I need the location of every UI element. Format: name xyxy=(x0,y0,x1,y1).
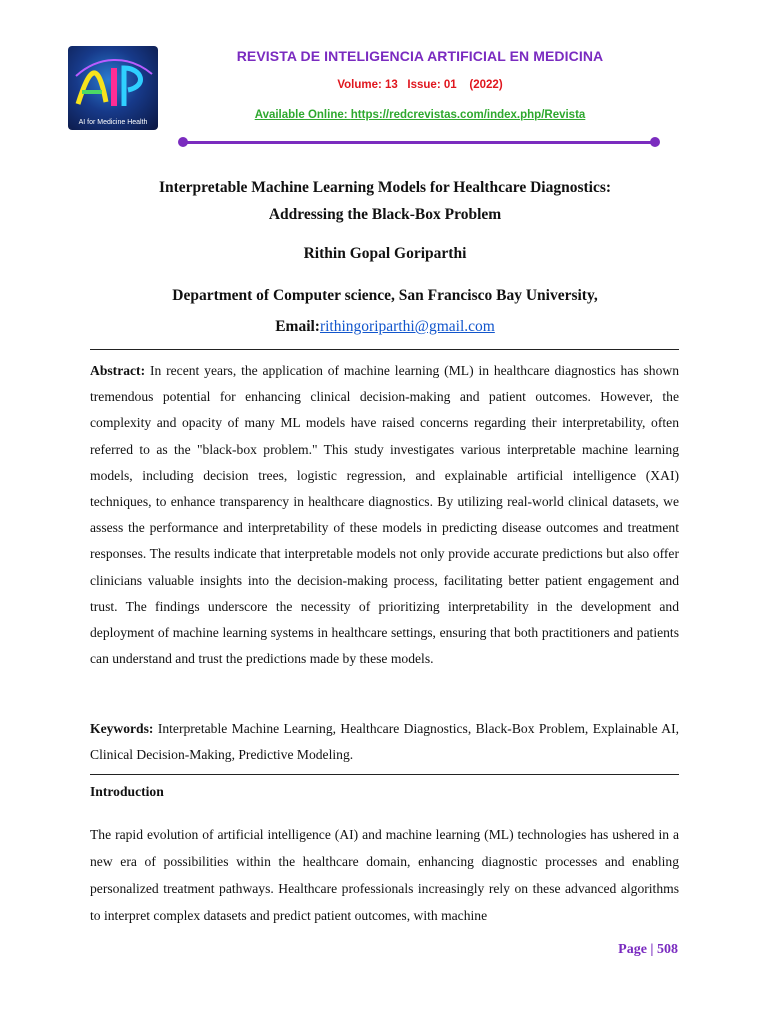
logo-graphic xyxy=(68,46,158,130)
abstract-text: In recent years, the application of machine learning (ML) in healthcare diagnostics has shown tremendous potential for enhancing clinical decision-making and patient outcomes. However, the complexity and opacity of many ML models have raised concerns regarding their interpretability, often referred to as the "black-box problem." This study investigates various interpretable machine learning models, including decision trees, logistic regression, and explainable artificial intelligence (XAI) techniques, to enhance transparency in healthcare diagnostics. By utilizing real-world clinical datasets, we assess the performance and interpretability of these models in predicting disease outcomes and treatment responses. The results indicate that interpretable models not only provide accurate predictions but also offer clinicians valuable insights into the decision-making process, facilitating better patient engagement and trust. The findings underscore the necessity of prioritizing interpretability in the development and deployment of machine learning systems in healthcare settings, ensuring that both practitioners and patients can understand and trust the predictions made by these models. xyxy=(90,363,679,667)
abstract-label: Abstract: xyxy=(90,363,146,378)
journal-logo xyxy=(68,46,158,130)
paper-title-line-1: Interpretable Machine Learning Models for Healthcare Diagnostics: xyxy=(158,179,612,196)
paper-title-line-2: Addressing the Black-Box Problem xyxy=(268,206,502,223)
header-divider xyxy=(178,137,660,147)
author-name: Rithin Gopal Goriparthi xyxy=(303,245,467,262)
email-label: Email: xyxy=(275,318,320,335)
keywords-paragraph xyxy=(90,716,679,768)
keywords-label: Keywords: xyxy=(90,721,154,736)
introduction-heading: Introduction xyxy=(90,784,164,799)
journal-url-link[interactable]: https://redcrevistas.com/index.php/Revista xyxy=(350,109,586,121)
keywords-text: Interpretable Machine Learning, Healthcare Diagnostics, Black-Box Problem, Explainable AI, Clinical Decision-Making, Predictive Modeling. xyxy=(90,721,679,762)
email-link[interactable]: rithingoriparthi@gmail.com xyxy=(319,318,495,335)
issue-line: Volume: 13 Issue: 01 (2022) xyxy=(337,79,503,91)
introduction-paragraph: The rapid evolution of artificial intelligence (AI) and machine learning (ML) technologies has ushered in a new era of possibilities within the healthcare domain, enhancing diagnostic processes and enabling personalized treatment pathways. Healthcare professionals increasingly rely on these advanced algorithms to interpret complex datasets and predict patient outcomes, with machine xyxy=(90,827,679,923)
author-affiliation: Department of Computer science, San Francisco Bay University, xyxy=(172,287,598,304)
author-email xyxy=(90,318,680,336)
paper-title xyxy=(90,174,680,228)
page-number: Page | 508 xyxy=(618,942,678,957)
abstract-paragraph xyxy=(90,358,679,672)
abstract-top-rule xyxy=(90,349,679,350)
online-label: Available Online: xyxy=(254,109,351,121)
logo-caption: AI for Medicine Health xyxy=(78,119,148,126)
online-availability xyxy=(180,109,660,121)
keywords-bottom-rule xyxy=(90,774,679,775)
journal-title: REVISTA DE INTELIGENCIA ARTIFICIAL EN MEDICINA xyxy=(236,48,604,64)
